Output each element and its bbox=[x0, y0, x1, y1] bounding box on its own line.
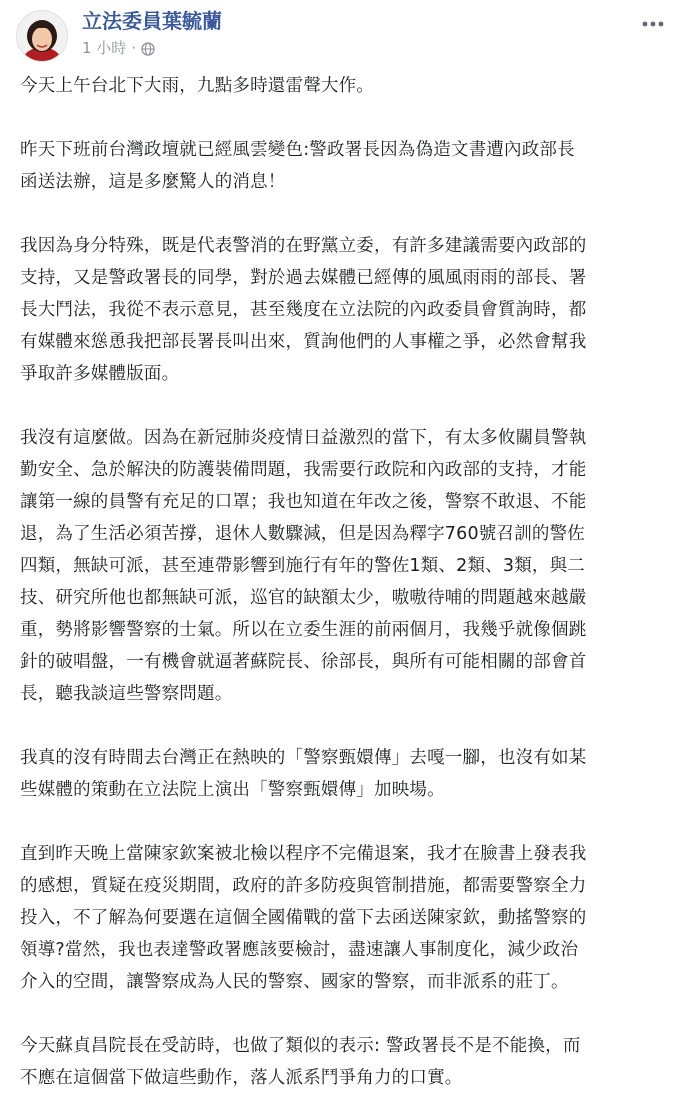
post-body bbox=[20, 70, 660, 1094]
post-paragraph: 今天蘇貞昌院長在受訪時，也做了類似的表示: 警政署長不是不能換，而 不應在這個當下做這些動作，落人派系鬥爭角力的口實。 bbox=[20, 1036, 581, 1088]
post-paragraph: 我真的沒有時間去台灣正在熱映的「警察甄嬛傳」去嘎一腳，也沒有如某 些媒體的策動在立法院上演出「警察甄嬛傳」加映場。 bbox=[20, 748, 587, 800]
post-time[interactable]: 1 小時 bbox=[82, 39, 127, 57]
meta-separator: · bbox=[131, 39, 137, 57]
avatar[interactable] bbox=[16, 10, 68, 62]
globe-icon[interactable] bbox=[141, 41, 155, 61]
post-paragraph: 今天上午台北下大雨，九點多時還雷聲大作。 bbox=[20, 76, 374, 96]
post-header bbox=[12, 8, 666, 64]
more-icon[interactable] bbox=[642, 14, 664, 24]
avatar-image bbox=[17, 11, 67, 61]
post-meta bbox=[82, 38, 155, 61]
author-name[interactable]: 立法委員葉毓蘭 bbox=[82, 9, 222, 33]
post-paragraph: 昨天下班前台灣政壇就已經風雲變色:警政署長因為偽造文書遭內政部長 函送法辦，這是多麼驚人的消息！ bbox=[20, 140, 575, 192]
post-paragraph: 直到昨天晚上當陳家欽案被北檢以程序不完備退案，我才在臉書上發表我 的感想，質疑在疫災期間，政府的許多防疫與管制措施，都需要警察全力 投入，不了解為何要選在這個全國備戰的當下去函送陳家欽，動搖警察的 領導?當然，我也表達警政署應該要檢討，盡速讓人事制度化，減少政治 介入的空間，讓警察成為人民的警察、國家的警察，而非派系的莊丁。 bbox=[20, 844, 587, 992]
post-paragraph: 我因為身分特殊，既是代表警消的在野黨立委，有許多建議需要內政部的 支持，又是警政署長的同學，對於過去媒體已經傳的風風雨雨的部長、署 長大鬥法，我從不表示意見，甚至幾度在立法院的內政委員會質詢時，都 有媒體來慫恿我把部長署長叫出來，質詢他們的人事權之爭，必然會幫我 爭取許多媒體版面。 bbox=[20, 236, 587, 384]
post-paragraph: 我沒有這麼做。因為在新冠肺炎疫情日益激烈的當下，有太多攸關員警執 勤安全、急於解決的防護裝備問題，我需要行政院和內政部的支持，才能 讓第一線的員警有充足的口罩；我也知道在年改之後，警察不敢退、不能 退，為了生活必須苦撐，退休人數驟減，但是因為釋字760號召訓的警佐 四類，無缺可派，甚至連帶影響到施行有年的警佐1類、2類、3類，與二 技、研究所他也都無缺可派，巡官的缺額太少，嗷嗷待哺的問題越來越嚴 重，勢將影響警察的士氣。所以在立委生涯的前兩個月，我幾乎就像個跳 針的破唱盤，一有機會就逼著蘇院長、徐部長，與所有可能相關的部會首 長，聽我談這些警察問題。 bbox=[20, 428, 587, 704]
